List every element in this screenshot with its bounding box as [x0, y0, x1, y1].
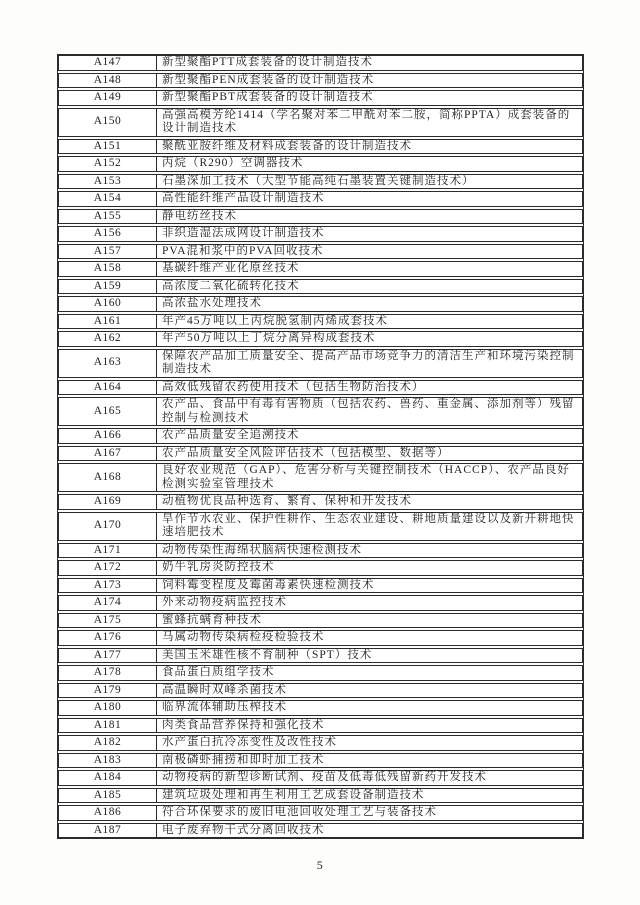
table-row [58, 226, 583, 242]
row-code: A147 [59, 56, 157, 70]
row-code: A174 [59, 596, 157, 610]
table-row [58, 296, 583, 312]
row-code: A182 [59, 736, 157, 750]
row-description: 高温瞬时双峰杀菌技术 [162, 683, 287, 696]
row-description: 高浓盐水处理技术 [162, 297, 262, 309]
table-row [58, 174, 583, 190]
row-code: A157 [59, 245, 157, 259]
row-code: A169 [59, 495, 157, 509]
row-code: A152 [59, 157, 157, 171]
row-code: A166 [59, 429, 157, 443]
table-row [58, 494, 583, 510]
row-code: A168 [59, 464, 157, 491]
row-code: A156 [59, 227, 157, 241]
row-description: 马属动物传染病检疫检验技术 [162, 631, 325, 643]
row-description: 高强高模芳纶1414（学名聚对苯二甲酰对苯二胺，简称PPTA）成套装备的设计制造技术 [162, 108, 571, 134]
table-row [58, 753, 583, 769]
row-description: 新型聚酯PEN成套装备的设计制造技术 [162, 73, 375, 86]
table-row [58, 463, 583, 492]
row-code: A185 [59, 789, 157, 803]
row-code: A171 [59, 544, 157, 558]
row-code: A186 [59, 806, 157, 820]
row-description: 良好农业规范（GAP）、危害分析与关键控制技术（HACCP）、农产品良好检测实验室管理技术 [162, 464, 570, 490]
table-row [58, 191, 583, 207]
table-row [58, 683, 583, 699]
table-row [58, 446, 583, 462]
table-row [58, 578, 583, 594]
table-row [58, 428, 583, 444]
row-description: 奶牛乳房炎防控技术 [162, 561, 275, 573]
row-code: A151 [59, 140, 157, 154]
table-row [58, 349, 583, 378]
row-description: 饲料霉变程度及霉菌毒素快速检测技术 [162, 578, 375, 591]
table-row [58, 823, 583, 839]
table-row [58, 55, 583, 71]
table-row [58, 595, 583, 611]
table-row [58, 139, 583, 155]
row-code: A155 [59, 210, 157, 224]
row-code: A165 [59, 398, 157, 425]
row-description: 动物疫病的新型诊断试剂、疫苗及低毒低残留新药开发技术 [162, 771, 487, 783]
row-description: 聚酰亚胺纤维及材料成套装备的设计制造技术 [162, 139, 412, 152]
table-row [58, 261, 583, 277]
page-number: 5 [316, 858, 324, 872]
row-code: A150 [59, 109, 157, 136]
table-row [58, 770, 583, 786]
table-row [58, 613, 583, 629]
catalog-table [57, 54, 584, 839]
row-code: A173 [59, 579, 157, 593]
table-row [58, 700, 583, 716]
table-row [58, 543, 583, 559]
row-code: A148 [59, 74, 157, 88]
table-row [58, 512, 583, 541]
row-code: A178 [59, 666, 157, 680]
table-row [58, 108, 583, 137]
row-description: PVA混和浆中的PVA回收技术 [162, 244, 324, 257]
table-row [58, 209, 583, 225]
table-row [58, 314, 583, 330]
row-description: 蜜蜂抗螨育种技术 [162, 613, 262, 626]
row-code: A184 [59, 771, 157, 785]
row-description: 临界流体辅助压榨技术 [162, 701, 287, 713]
row-code: A172 [59, 561, 157, 575]
row-description: 农产品质量安全追溯技术 [162, 429, 300, 441]
row-code: A163 [59, 350, 157, 377]
row-description: 水产蛋白抗冷冻变性及改性技术 [162, 736, 337, 748]
row-code: A183 [59, 754, 157, 768]
table-row [58, 805, 583, 821]
row-code: A175 [59, 614, 157, 628]
table-row [58, 244, 583, 260]
table-row [58, 630, 583, 646]
row-code: A167 [59, 447, 157, 461]
row-code: A154 [59, 192, 157, 206]
row-code: A177 [59, 649, 157, 663]
table-row [58, 73, 583, 89]
table-row [58, 279, 583, 295]
table-row [58, 397, 583, 426]
table-row [58, 788, 583, 804]
row-code: A162 [59, 332, 157, 346]
row-code: A176 [59, 631, 157, 645]
row-description: 高浓度二氧化硫转化技术 [162, 279, 300, 292]
row-code: A159 [59, 280, 157, 294]
row-description: 基碳纤维产业化原丝技术 [162, 262, 300, 274]
row-description: 食品蛋白质组学技术 [162, 666, 275, 678]
row-code: A160 [59, 297, 157, 311]
row-description: 年产45万吨以上丙烷脱氢制丙烯成套技术 [162, 314, 388, 327]
row-description: 静电纺丝技术 [162, 209, 237, 222]
row-description: 非织造湿法成网设计制造技术 [162, 227, 325, 239]
row-description: 动物传染性海绵状脑病快速检测技术 [162, 543, 362, 556]
row-description: 新型聚酯PBT成套装备的设计制造技术 [162, 91, 374, 103]
table-row [58, 560, 583, 576]
row-description: 建筑垃圾处理和再生利用工艺成套设备制造技术 [162, 788, 425, 801]
row-code: A180 [59, 701, 157, 715]
row-code: A158 [59, 262, 157, 276]
row-description: 旱作节水农业、保护性耕作、生态农业建设、耕地质量建设以及新开耕地快速培肥技术 [162, 512, 575, 538]
table-row [58, 380, 583, 396]
row-description: 新型聚酯PTT成套装备的设计制造技术 [162, 56, 373, 68]
row-description: 肉类食品营养保持和强化技术 [162, 718, 325, 731]
row-description: 南极磷虾捕捞和即时加工技术 [162, 753, 325, 766]
row-code: A181 [59, 719, 157, 733]
row-code: A170 [59, 513, 157, 540]
table-row [58, 665, 583, 681]
row-description: 美国玉米雄性核不育制种（SPT）技术 [162, 648, 373, 661]
table-row [58, 718, 583, 734]
table-row [58, 735, 583, 751]
table-row [58, 90, 583, 106]
row-description: 年产50万吨以上丁烷分离异构成套技术 [162, 332, 376, 344]
row-code: A149 [59, 91, 157, 105]
table-row [58, 648, 583, 664]
row-description: 石墨深加工技术（大型节能高纯石墨装置关键制造技术） [162, 174, 475, 187]
row-description: 农产品质量安全风险评估技术（包括模型、数据等） [162, 446, 450, 459]
row-description: 动植物优良品种选育、繁育、保种和开发技术 [162, 495, 412, 507]
row-code: A153 [59, 175, 157, 189]
row-description: 外来动物疫病监控技术 [162, 596, 287, 608]
row-code: A187 [59, 824, 157, 838]
row-code: A161 [59, 315, 157, 329]
row-description: 农产品、食品中有毒有害物质（包括农药、兽药、重金属、添加剂等）残留控制与检测技术 [162, 398, 575, 424]
row-description: 保障农产品加工质量安全、提高产品市场竞争力的清洁生产和环境污染控制制造技术 [162, 349, 575, 375]
table-row [58, 156, 583, 172]
row-code: A179 [59, 684, 157, 698]
row-description: 丙烷（R290）空调器技术 [162, 157, 304, 169]
row-description: 符合环保要求的废旧电池回收处理工艺与装备技术 [162, 806, 437, 818]
table-row [58, 331, 583, 347]
row-description: 高性能纤维产品设计制造技术 [162, 192, 325, 204]
row-code: A164 [59, 381, 157, 395]
row-description: 电子废弃物干式分离回收技术 [162, 823, 325, 836]
row-description: 高效低残留农药使用技术（包括生物防治技术） [162, 380, 425, 393]
